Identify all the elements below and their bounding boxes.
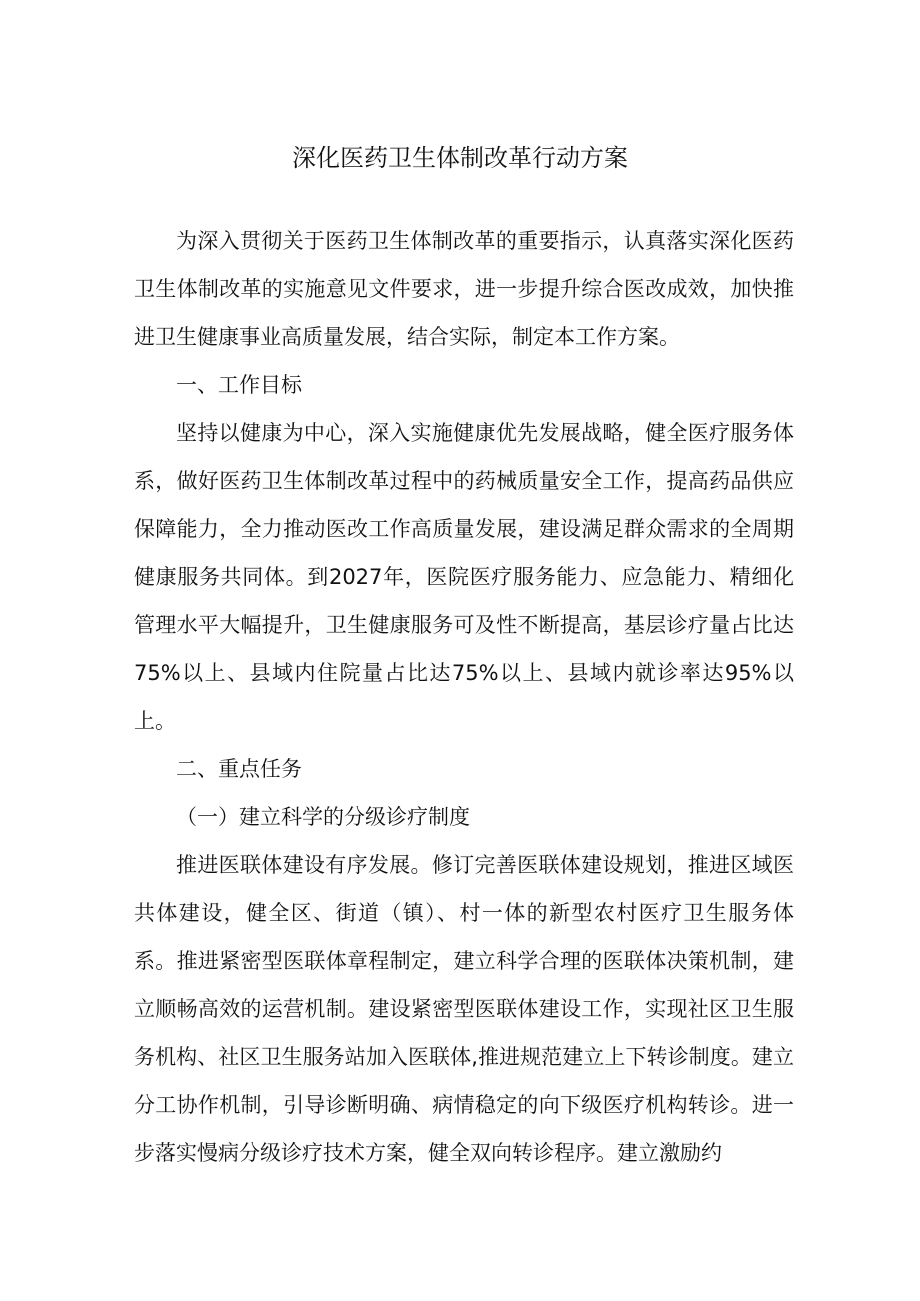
document-title: 深化医药卫生体制改革行动方案 — [292, 144, 628, 172]
subsection-1-heading: （一）建立科学的分级诊疗制度 — [176, 805, 470, 829]
intro-paragraph: 为深入贯彻关于医药卫生体制改革的重要指示，认真落实深化医药卫生体制改革的实施意见文件要求，进一步提升综合医改成效，加快推进卫生健康事业高质量发展，结合实际，制定本工作方案。 — [134, 229, 794, 349]
subsection-1-paragraph: 推进医联体建设有序发展。修订完善医联体建设规划，推进区域医共体建设，健全区、街道（镇）、村一体的新型农村医疗卫生服务体系。推进紧密型医联体章程制定，建立科学合理的医联体决策机制，建立顺畅高效的运营机制。建设紧密型医联体建设工作，实现社区卫生服务机构、社区卫生服务站加入医联体,推进规范建立上下转诊制度。建立分工协作机制，引导诊断明确、病情稳定的向下级医疗机构转诊。进一步落实慢病分级诊疗技术方案，健全双向转诊程序。建立激励约 — [134, 853, 794, 1165]
section-1-heading: 一、工作目标 — [176, 373, 302, 397]
section-2-heading: 二、重点任务 — [176, 757, 302, 781]
section-1-paragraph: 坚持以健康为中心，深入实施健康优先发展战略，健全医疗服务体系，做好医药卫生体制改革过程中的药械质量安全工作，提高药品供应保障能力，全力推动医改工作高质量发展，建设满足群众需求的全周期健康服务共同体。到2027年，医院医疗服务能力、应急能力、精细化管理水平大幅提升，卫生健康服务可及性不断提高，基层诊疗量占比达75%以上、县域内住院量占比达75%以上、县域内就诊率达95%以上。 — [134, 421, 794, 733]
document-body — [134, 217, 794, 1177]
